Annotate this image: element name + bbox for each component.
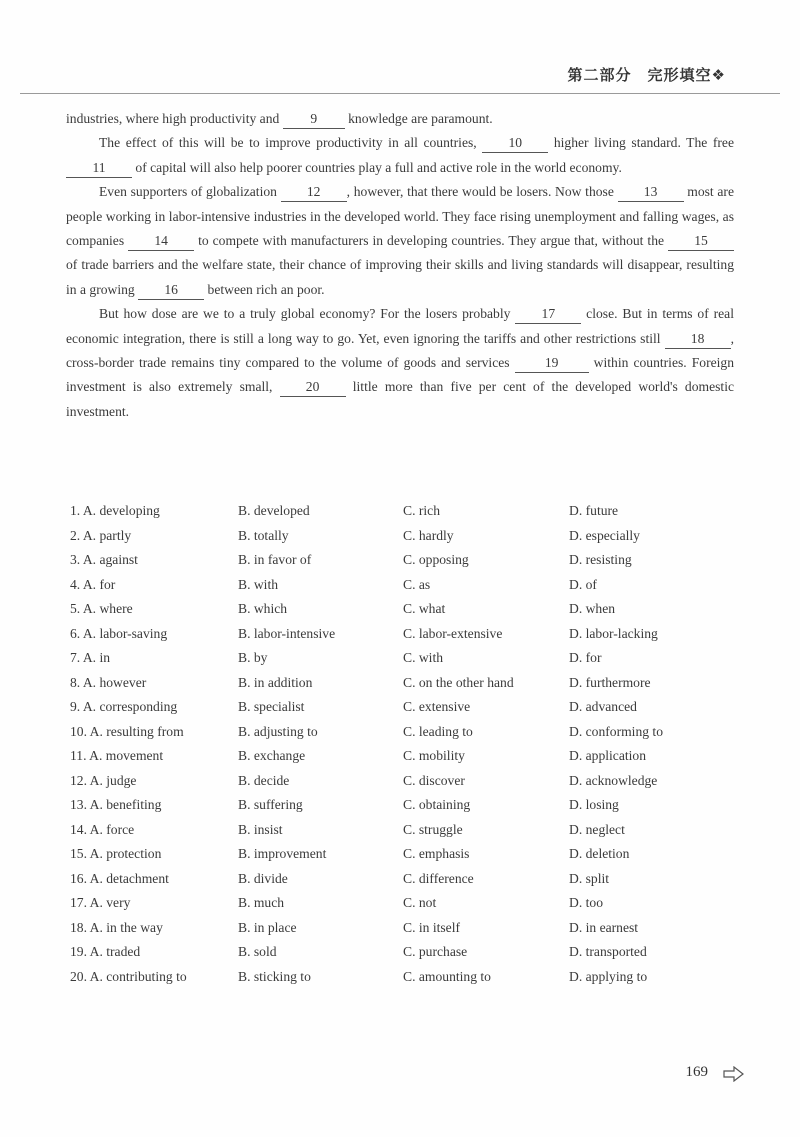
option-row [70,867,730,892]
option-b: B. developed [238,503,310,518]
option-a: 6. A. labor-saving [70,625,168,641]
blank-18: 18 [665,330,731,349]
passage-text: between rich an poor. [204,281,325,297]
option-b: B. sticking to [238,968,311,984]
option-row [70,916,730,941]
option-b: B. in favor of [238,552,312,567]
option-c: C. difference [403,870,474,886]
option-b: B. in place [238,919,297,935]
option-d: D. deletion [569,846,630,861]
option-d: D. applying to [569,968,648,984]
option-b: B. much [238,895,285,910]
option-d: D. for [569,650,602,665]
option-b: B. labor-intensive [238,625,336,641]
passage-text: close. But in terms of real economic integration, there is still a long way to go. Yet, even ignoring the tariffs and other restrictions still [66,306,734,346]
option-row [70,671,730,696]
option-a: 19. A. traded [70,944,141,959]
passage-text: within countries. Foreign investment is also extremely small, [66,355,735,395]
option-d: D. acknowledge [569,772,658,788]
option-b: B. improvement [238,846,327,861]
passage-text: little more than five per cent of the developed world's domestic investment. [66,379,735,419]
option-d: D. advanced [569,699,637,714]
passage-paragraph-3 [66,180,734,302]
blank-16: 16 [138,281,204,300]
option-b: B. sold [238,944,277,959]
blank-13: 13 [618,183,684,202]
option-b: B. totally [238,527,289,543]
option-a: 12. A. judge [70,772,137,788]
option-row [70,573,730,598]
section-title: 第二部分 完形填空❖ [567,66,726,84]
option-b: B. divide [238,870,288,886]
option-a: 18. A. in the way [70,919,163,935]
option-row [70,965,730,990]
blank-12: 12 [281,183,347,202]
option-row [70,818,730,843]
option-b: B. in addition [238,674,313,690]
option-c: C. opposing [403,552,469,567]
option-d: D. when [569,601,616,616]
passage-text: of trade barriers and the welfare state, their chance of improving their skills and living standards will disappear, resulting in a growing [66,257,734,297]
right-arrow-icon [723,1066,745,1082]
option-c: C. hardly [403,527,454,543]
option-a: 13. A. benefiting [70,797,162,812]
blank-14: 14 [128,232,194,251]
option-row [70,940,730,965]
cloze-passage [66,107,734,424]
option-a: 16. A. detachment [70,870,169,886]
option-c: C. emphasis [403,846,470,861]
option-a: 9. A. corresponding [70,699,178,714]
option-row [70,744,730,769]
passage-paragraph-4 [66,302,734,424]
option-d: D. transported [569,944,647,959]
option-d: D. application [569,748,647,763]
option-row [70,646,730,671]
blank-20: 20 [280,378,346,397]
option-c: C. discover [403,772,465,788]
blank-19: 19 [515,354,589,373]
passage-text: , cross-border trade remains tiny compared to the volume of goods and services [66,330,734,371]
option-a: 5. A. where [70,601,133,616]
passage-text: , however, that there would be losers. Now those [346,184,618,200]
option-a: 7. A. in [70,650,111,665]
option-b: B. with [238,576,279,592]
blank-10: 10 [482,134,548,153]
option-row [70,793,730,818]
option-c: C. leading to [403,723,473,739]
option-a: 4. A. for [70,576,116,592]
option-b: B. which [238,601,288,616]
option-c: C. on the other hand [403,674,514,690]
option-b: B. insist [238,821,283,837]
option-d: D. future [569,503,619,518]
option-c: C. struggle [403,821,463,837]
passage-text: of capital will also help poorer countries play a full and active role in the world economy. [132,159,622,175]
option-d: D. especially [569,527,640,543]
passage-text: Even supporters of globalization [99,184,281,200]
option-row [70,769,730,794]
option-c: C. as [403,576,431,592]
passage-text: industries, where high productivity and [66,111,283,126]
option-a: 10. A. resulting from [70,723,184,739]
option-row [70,524,730,549]
option-a: 14. A. force [70,821,135,837]
header-divider [20,93,780,94]
option-a: 20. A. contributing to [70,968,187,984]
passage-paragraph-2 [66,131,734,180]
option-d: D. in earnest [569,919,639,935]
option-c: C. not [403,895,437,910]
option-a: 1. A. developing [70,503,160,518]
passage-text: to compete with manufacturers in developing countries. They argue that, without the [194,233,669,249]
blank-17: 17 [515,305,581,324]
option-d: D. labor-lacking [569,625,658,641]
option-c: C. with [403,650,444,665]
option-c: C. mobility [403,748,465,763]
option-row [70,499,730,524]
option-row [70,548,730,573]
option-a: 11. A. movement [70,748,164,763]
option-d: D. too [569,895,603,910]
option-c: C. amounting to [403,968,491,984]
option-c: C. rich [403,503,440,518]
option-b: B. exchange [238,748,306,763]
option-a: 2. A. partly [70,527,132,543]
blank-15: 15 [668,232,734,251]
option-a: 17. A. very [70,895,131,910]
option-b: B. adjusting to [238,723,318,739]
option-c: C. purchase [403,944,468,959]
option-d: D. split [569,870,610,886]
passage-text: higher living standard. The free [548,135,734,151]
passage-text: most are people working in labor-intensive industries in the developed world. They face rising unemployment and falling wages, as companies [66,184,734,249]
option-b: B. by [238,650,268,665]
option-a: 15. A. protection [70,846,162,861]
option-a: 8. A. however [70,674,147,690]
option-b: B. suffering [238,797,303,812]
passage-text: The effect of this will be to improve productivity in all countries, [99,135,483,151]
option-row [70,842,730,867]
option-c: C. labor-extensive [403,625,503,641]
option-d: D. of [569,576,597,592]
option-c: C. obtaining [403,797,471,812]
option-d: D. furthermore [569,674,651,690]
option-row [70,720,730,745]
option-d: D. resisting [569,552,632,567]
option-d: D. conforming to [569,723,664,739]
option-c: C. in itself [403,919,461,935]
answer-options-list [70,499,730,989]
option-b: B. specialist [238,699,305,714]
blank-9: 9 [283,110,345,129]
option-c: C. extensive [403,699,471,714]
option-b: B. decide [238,772,290,788]
option-c: C. what [403,601,446,616]
option-row [70,695,730,720]
option-d: D. losing [569,797,619,812]
option-row [70,597,730,622]
option-d: D. neglect [569,821,625,837]
passage-paragraph-1 [66,107,734,131]
passage-text: knowledge are paramount. [344,111,493,126]
page-number: 169 [685,1064,708,1080]
option-row [70,891,730,916]
blank-11: 11 [66,159,132,178]
option-row [70,622,730,647]
passage-text: But how dose are we to a truly global economy? For the losers probably [99,306,516,322]
option-a: 3. A. against [70,552,138,567]
